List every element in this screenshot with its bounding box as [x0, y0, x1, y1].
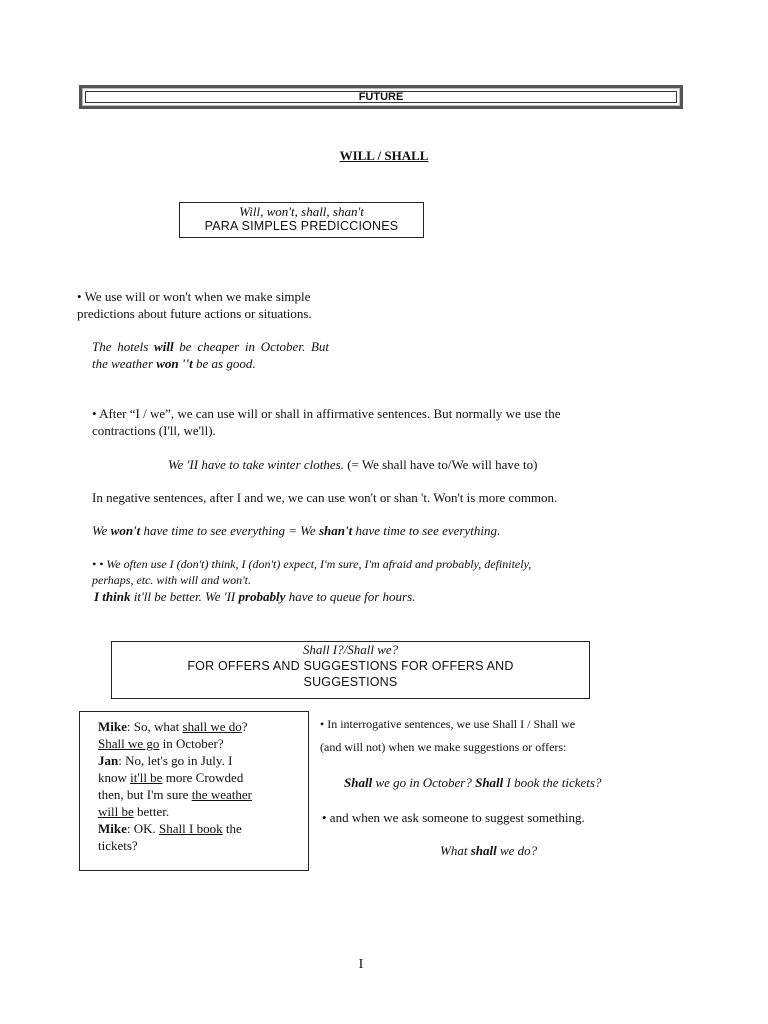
- ex1-bold-will: will: [154, 339, 174, 354]
- dialog-underlined: will be: [98, 804, 134, 819]
- example-think: [94, 588, 594, 605]
- dialog-text: more Crowded: [162, 770, 244, 785]
- page-number: I: [358, 957, 364, 972]
- ex3-text: have time to see everything.: [352, 523, 501, 538]
- box2-line2: FOR OFFERS AND SUGGESTIONS FOR OFFERS AND: [187, 659, 514, 673]
- dialog-line: [98, 718, 298, 735]
- dialog-text: tickets?: [98, 838, 138, 853]
- example-text: What: [440, 843, 471, 858]
- dialog-box: [79, 711, 309, 871]
- ex1-text: The hotels: [92, 339, 155, 354]
- dialog-text: : OK.: [126, 821, 160, 836]
- p4-line2: perhaps, etc. with will and won't.: [92, 573, 252, 587]
- dialog-underlined: it'll be: [130, 770, 163, 785]
- box-will-predictions: [179, 202, 424, 238]
- p2-line1: • After “I / we”, we can use will or shall in affirmative sentences. But normally we use the: [92, 406, 561, 421]
- right-line2: (and will not) when we make suggestions or offers:: [320, 740, 567, 754]
- ex1-bold-wont: won ''t: [156, 356, 193, 371]
- ex3-bold: shan't: [318, 523, 353, 538]
- speaker-name: Mike: [98, 719, 127, 734]
- page-title: FUTURE: [358, 91, 404, 103]
- ex4-bold: probably: [238, 589, 286, 604]
- dialog-text: know: [98, 770, 131, 785]
- dialog-underlined: shall we do: [182, 719, 242, 734]
- dialog-line: [98, 752, 298, 769]
- dialog-line: [98, 769, 298, 786]
- paragraph-i-we: [92, 405, 662, 439]
- paragraph-suggest: • and when we ask someone to suggest something.: [322, 810, 585, 825]
- ex1-text: be as good.: [192, 356, 256, 371]
- paragraph-think-expect: [92, 556, 662, 588]
- ex2-italic: We 'II have to take winter clothes.: [168, 457, 344, 472]
- shall-bold: Shall: [344, 775, 373, 790]
- speaker-name: Jan: [98, 753, 119, 768]
- dialog-text: ?: [241, 719, 248, 734]
- ex4-text: have to queue for hours.: [285, 589, 416, 604]
- ex1-text: be cheaper in October. But the weather: [92, 339, 329, 371]
- ex3-text: have time to see everything = We: [140, 523, 319, 538]
- example-text: I book the tickets?: [503, 775, 602, 790]
- dialog-line: [98, 820, 298, 837]
- dialog-underlined: Shall I book: [159, 821, 223, 836]
- paragraph-simple-predictions: [77, 288, 377, 322]
- example-what-shall: [440, 842, 640, 859]
- dialog-line: [98, 837, 298, 854]
- p2-line2: contractions (I'll, we'll).: [92, 423, 216, 438]
- right-line1: • In interrogative sentences, we use Shall I / Shall we: [320, 717, 576, 731]
- box1-line1: Will, won't, shall, shan't: [239, 204, 364, 219]
- ex4-bold: I think: [94, 589, 131, 604]
- dialog-text: : So, what: [126, 719, 183, 734]
- p4-line1: • • We often use I (don't) think, I (don't) expect, I'm sure, I'm afraid and probably, definitely,: [92, 557, 532, 571]
- dialog-line: [98, 786, 298, 803]
- paragraph-negative: In negative sentences, after I and we, we can use won't or shan 't. Won't is more common.: [92, 490, 558, 505]
- dialog-text: : No, let's go in July. I: [118, 753, 233, 768]
- ex4-text: it'll be better. We 'II: [130, 589, 239, 604]
- ex3-bold: won't: [110, 523, 141, 538]
- dialog-underlined: Shall we go: [98, 736, 160, 751]
- shall-bold: Shall: [475, 775, 504, 790]
- dialog-text: the: [222, 821, 242, 836]
- p1-line2: predictions about future actions or situations.: [77, 306, 312, 321]
- ex3-text: We: [92, 523, 111, 538]
- example-winter-clothes: [168, 456, 668, 473]
- box2-line3: SUGGESTIONS: [303, 675, 398, 689]
- shall-bold: shall: [470, 843, 497, 858]
- box2-line1: Shall I?/Shall we?: [302, 642, 399, 657]
- dialog-text: better.: [133, 804, 170, 819]
- dialog-text: in October?: [159, 736, 224, 751]
- dialog-line: [98, 735, 298, 752]
- section-heading: WILL / SHALL: [339, 148, 429, 163]
- example-time: [92, 522, 672, 539]
- example-shall-questions: [344, 774, 674, 791]
- example-text: we do?: [496, 843, 538, 858]
- dialog-underlined: the weather: [191, 787, 252, 802]
- title-bar: [79, 85, 683, 109]
- ex2-plain: (= We shall have to/We will have to): [343, 457, 538, 472]
- box1-line2: PARA SIMPLES PREDICCIONES: [204, 219, 399, 233]
- box-shall-offers: [111, 641, 590, 699]
- speaker-name: Mike: [98, 821, 127, 836]
- paragraph-interrogative: [320, 713, 660, 759]
- dialog-line: [98, 803, 298, 820]
- example-text: we go in October?: [372, 775, 476, 790]
- example-hotels: [92, 338, 329, 372]
- dialog-text: then, but I'm sure: [98, 787, 192, 802]
- p1-line1: • We use will or won't when we make simple: [77, 289, 311, 304]
